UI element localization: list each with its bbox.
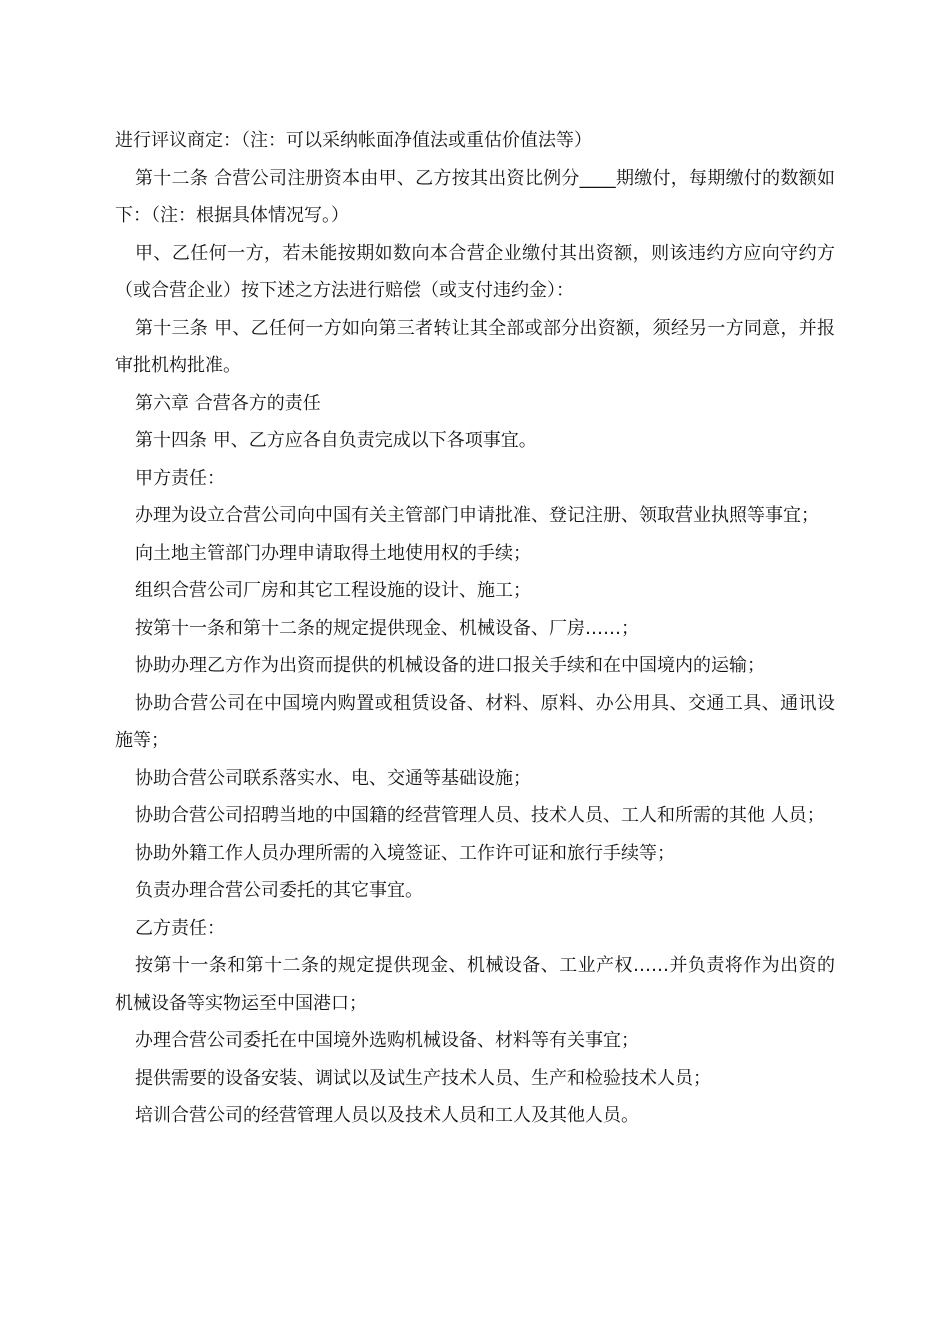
paragraph-article-12: 第十二条 合营公司注册资本由甲、乙方按其出资比例分____期缴付，每期缴付的数额如下：（注：根据具体情况写。） (115, 167, 835, 226)
party-a-item-land-use: 向土地主管部门办理申请取得土地使用权的手续； (135, 542, 531, 564)
party-b-heading: 乙方责任： (135, 917, 225, 939)
party-a-item-import-customs: 协助办理乙方作为出资而提供的机械设备的进口报关手续和在中国境内的运输； (135, 655, 765, 676)
party-a-item-contribution: 按第十一条和第十二条的规定提供现金、机械设备、厂房……； (135, 617, 639, 639)
party-b-item-contribution: 按第十一条和第十二条的规定提供现金、机械设备、工业产权……并负责将作为出资的机械设备等实物运至中国港口； (115, 955, 835, 1014)
party-b-item-training: 培训合营公司的经营管理人员以及技术人员和工人及其他人员。 (135, 1105, 639, 1126)
chapter-6-heading: 第六章 合营各方的责任 (135, 392, 321, 414)
party-b-item-overseas-purchase: 办理合营公司委托在中国境外选购机械设备、材料等有关事宜； (135, 1030, 639, 1051)
party-a-item-visas: 协助外籍工作人员办理所需的入境签证、工作许可证和旅行手续等； (135, 842, 675, 864)
party-a-item-other: 负责办理合营公司委托的其它事宜。 (135, 880, 423, 901)
paragraph-valuation-note: 进行评议商定：（注：可以采纳帐面净值法或重估价值法等） (115, 130, 592, 151)
party-a-item-recruitment: 协助合营公司招聘当地的中国籍的经营管理人员、技术人员、工人和所需的其他 人员； (135, 805, 825, 826)
party-a-item-construction: 组织合营公司厂房和其它工程设施的设计、施工； (135, 580, 531, 601)
paragraph-article-14: 第十四条 甲、乙方应各自负责完成以下各项事宜。 (135, 430, 537, 451)
party-a-heading: 甲方责任： (135, 467, 225, 489)
party-a-item-procurement: 协助合营公司在中国境内购置或租赁设备、材料、原料、办公用具、交通工具、通讯设施等； (115, 692, 835, 751)
document-body (115, 122, 835, 1135)
party-a-item-approval: 办理为设立合营公司向中国有关主管部门申请批准、登记注册、领取营业执照等事宜； (135, 505, 819, 526)
party-b-item-technicians: 提供需要的设备安装、调试以及试生产技术人员、生产和检验技术人员； (135, 1067, 711, 1089)
paragraph-article-13: 第十三条 甲、乙任何一方如向第三者转让其全部或部分出资额，须经另一方同意，并报审批机构批准。 (115, 317, 835, 376)
party-a-item-infrastructure: 协助合营公司联系落实水、电、交通等基础设施； (135, 767, 531, 789)
paragraph-default-compensation: 甲、乙任何一方，若未能按期如数向本合营企业缴付其出资额，则该违约方应向守约方（或合营企业）按下述之方法进行赔偿（或支付违约金）： (115, 242, 835, 301)
